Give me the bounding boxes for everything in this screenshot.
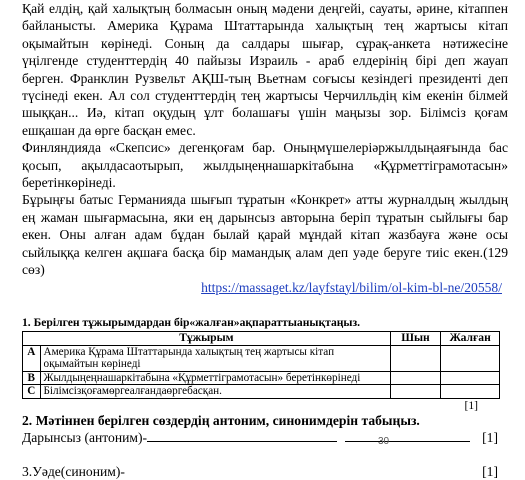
article-line: үңілгенде студенттердің 40 пайызы Израиль - араб елдерінің бірі деп жауап [22, 53, 508, 69]
article-text [22, 0, 508, 279]
answer-row-antonym [22, 429, 508, 446]
table-row [23, 385, 500, 399]
question-2-title: 2. Мәтіннен берілген сөздердің антоним, синонимдерін табыңыз. [22, 412, 420, 428]
true-answer-cell[interactable] [390, 385, 440, 399]
row-statement: Америка Құрама Штаттарында халықтың тең жартысы кітап оқымайтын көрінеді [40, 345, 390, 371]
synonym-label: 3.Уәде(синоним)- [22, 463, 125, 479]
table-row [23, 345, 500, 371]
article-line: беретінкөрінеді. [22, 175, 116, 191]
row-letter: B [23, 371, 41, 385]
row-letter: C [23, 385, 41, 399]
antonym-answer-line-2[interactable] [345, 429, 470, 442]
header-true: Шын [390, 331, 440, 345]
article-line: екен. Оны алған адам бұдан былай қарай мұндай кітап жазбауға және осы [22, 227, 508, 243]
table-row [23, 371, 500, 385]
antonym-answer-line[interactable] [147, 429, 337, 442]
article-line: ең жаман шығармасына, яки ең дарынсыз авторына беріп тұратын сыйлығы бар [22, 209, 508, 225]
antonym-score: [1] [482, 429, 498, 445]
statements-table [22, 331, 500, 399]
page-number: 30 [378, 436, 390, 447]
article-line: байланысты. Америка Құрама Штаттарында халықтың тең жартысы кітап [22, 18, 508, 34]
article-line: Бұрыңғы батыс Германияда шығып тұратын «Конкрет» атты журналдың жылдың [22, 192, 508, 208]
article-line: оқымайтын көрінеді. Соның да салдары шығар, сұрақ-анкета нәтижесіне [22, 35, 508, 51]
article-line: берген. Франклин Рузвельт АҚШ-тың Вьетнам соғысы кезіндегі президенті деп [22, 70, 508, 86]
false-answer-cell[interactable] [441, 385, 500, 399]
row-statement: Білімсізқоғамөргеалғандаөргебасқан. [40, 385, 390, 399]
article-line: Қай елдің, қай халықтың болмасын оның мәдени деңгейі, сауаты, әрине, кітаппен [22, 1, 508, 16]
article-line: сыйлыққа келген ақшаға басқа бір мамандық алам деп уәде беруге тиіс екен.(129 [22, 244, 508, 260]
false-answer-cell[interactable] [441, 345, 500, 371]
true-answer-cell[interactable] [390, 345, 440, 371]
row-statement: Жылдыңеңнашаркітабына «Құрметтіграмотасын» беретінкөрінеді [40, 371, 390, 385]
table-header-row [23, 331, 500, 345]
row-letter: A [23, 345, 41, 371]
antonym-label: Дарынсыз (антоним)- [22, 429, 148, 445]
article-line: шыққан... Иә, кітап оқудың ұлт болашағы үшін маңызы зор. Білімсіз қоғам [22, 105, 508, 121]
document-page [22, 0, 508, 480]
question-1-score: [1] [464, 398, 478, 412]
question-1-title: 1. Берілген тұжырымдардан бір«жалған»ақпараттыанықтаңыз. [22, 315, 361, 329]
false-answer-cell[interactable] [441, 371, 500, 385]
answer-row-synonym [22, 463, 508, 480]
article-line: Финляндияда «Скепсис» дегенқоғам бар. Оныңмүшелеріәржылдыңаяғында бас [22, 140, 508, 156]
header-false: Жалған [441, 331, 500, 345]
source-link[interactable]: https://massaget.kz/layfstayl/bilim/ol-kim-bl-ne/20558/ [201, 279, 502, 295]
source-link-row [22, 279, 502, 296]
article-line: ешқашан да өрге басқан емес. [22, 122, 196, 138]
synonym-score: [1] [482, 463, 498, 479]
article-line: қосып, ақылдасаотырып, жылдыңеңнашаркітабына «Құрметтіграмотасын» [22, 157, 508, 173]
article-line: түсінеді екен. Ал сол студенттердің тең жартысы Черчилльдің кім екенін білмей [22, 88, 508, 104]
header-statement: Тұжырым [23, 331, 391, 345]
article-line: сөз) [22, 262, 45, 278]
true-answer-cell[interactable] [390, 371, 440, 385]
